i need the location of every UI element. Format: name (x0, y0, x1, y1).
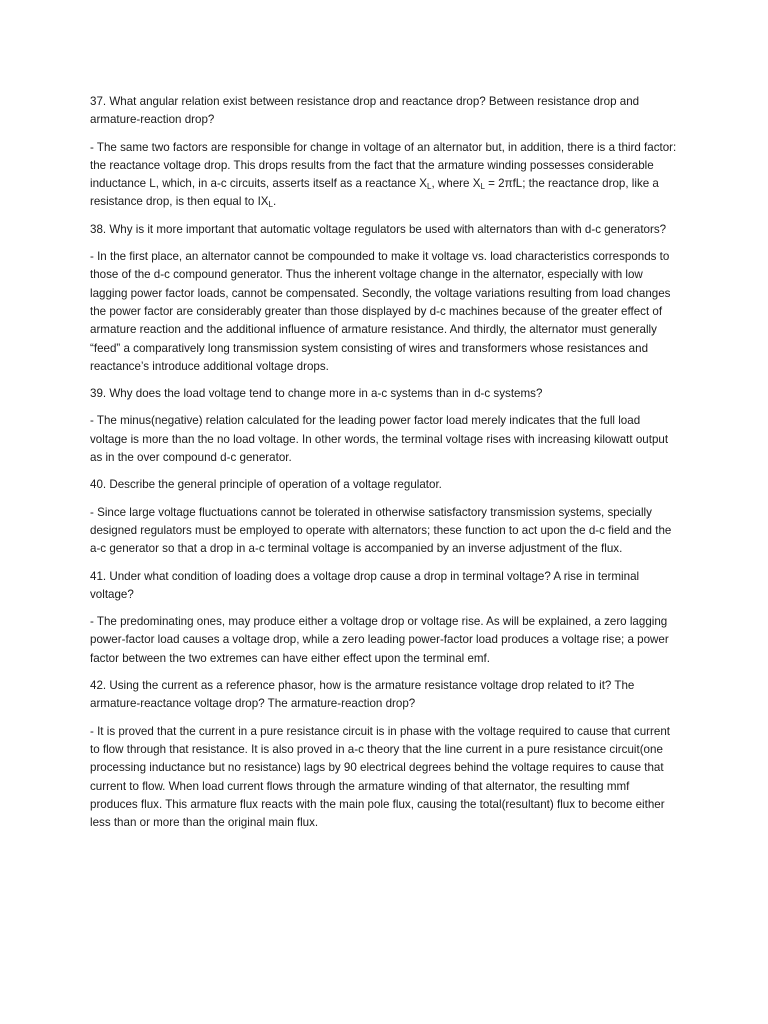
subscript-l: L (427, 182, 432, 192)
question-40: 40. Describe the general principle of operation of a voltage regulator. (90, 478, 442, 492)
question-39: 39. Why does the load voltage tend to change more in a-c systems than in d-c systems? (90, 387, 543, 401)
question-38: 38. Why is it more important that automatic voltage regulators be used with alternators than with d-c generators? (90, 222, 667, 236)
question-42: 42. Using the current as a reference phasor, how is the armature resistance voltage drop related to it? The armature-reactance voltage drop? The armature-reaction drop? (90, 679, 635, 711)
subscript-l: L (268, 200, 273, 210)
answer-37-text-b: , where X (431, 177, 481, 191)
question-37: 37. What angular relation exist between resistance drop and reactance drop? Between resistance drop and armature-reaction drop? (90, 95, 640, 127)
answer-37 (90, 139, 680, 212)
answer-42: - It is proved that the current in a pure resistance circuit is in phase with the voltage required to cause that current to flow through that resistance. It is also proved in a-c theory that the line current in a pure resistance circuit(one processing inductance but no resistance) lags by 90 electrical degrees behind the voltage requires to cause that current to flow. When load current flows through the armature winding of that alternator, the resulting mmf produces flux. This armature flux reacts with the main pole flux, causing the total(resultant) flux to become either less than or more than the original main flux. (90, 724, 670, 830)
answer-37-text-c: = 2πfL; the reactance drop, like a resistance drop, is then equal to IX (90, 177, 659, 209)
answer-41: - The predominating ones, may produce either a voltage drop or voltage rise. As will be explained, a zero lagging power-factor load causes a voltage drop, while a zero leading power-factor load produces a voltage rise; a power factor between the two extremes can have either effect upon the terminal emf. (90, 615, 669, 665)
subscript-l: L (480, 182, 485, 192)
answer-37-text-d: . (272, 195, 277, 209)
answer-38: - In the first place, an alternator cannot be compounded to make it voltage vs. load characteristics corresponds to those of the d-c compound generator. Thus the inherent voltage change in the alternator, especially with low lagging power factor loads, cannot be compensated. Secondly, the voltage variations resulting from load changes the power factor are considerably greater than those displayed by d-c machines because of the greater effect of armature reaction and the additional influence of armature resistance. And thirdly, the alternator must generally “feed” a comparatively long transmission system consisting of wires and transformers whose resistances and reactance’s introduce additional voltage drops. (90, 250, 671, 373)
answer-40: - Since large voltage fluctuations cannot be tolerated in otherwise satisfactory transmission systems, specially designed regulators must be employed to operate with alternators; these function to act upon the d-c field and the a-c generator so that a drop in a-c terminal voltage is accompanied by an inverse adjustment of the flux. (90, 505, 672, 556)
question-41: 41. Under what condition of loading does a voltage drop cause a drop in terminal voltage? A rise in terminal voltage? (90, 569, 640, 601)
document-page (90, 93, 680, 841)
answer-37-text-a: - The same two factors are responsible for change in voltage of an alternator but, in addition, there is a third factor: the reactance voltage drop. This drops results from the fact that the armature winding possesses considerable inductance L, which, in a-c circuits, asserts itself as a reactance X (90, 140, 677, 191)
answer-39: - The minus(negative) relation calculated for the leading power factor load merely indicates that the full load voltage is more than the no load voltage. In other words, the terminal voltage rises with increasing kilowatt output as in the over compound d-c generator. (90, 414, 669, 465)
